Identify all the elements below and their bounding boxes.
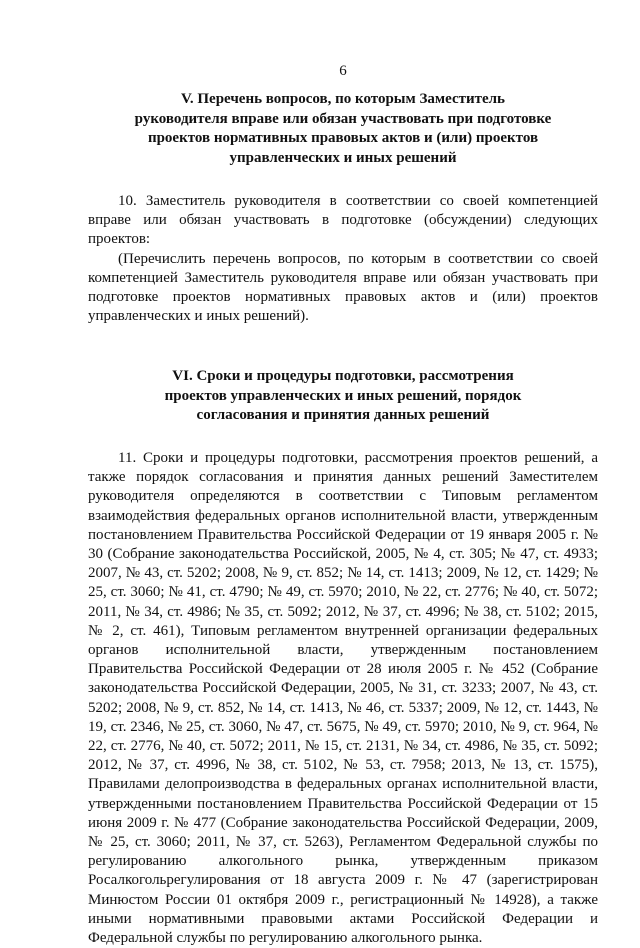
paragraph-10: 10. Заместитель руководителя в соответствии со своей компетенцией вправе или обязан участвовать в подготовке (обсуждении) следующих проектов: xyxy=(88,193,598,248)
section-5-title-line: V. Перечень вопросов, по которым Заместитель xyxy=(180,91,505,107)
spacer xyxy=(88,326,598,367)
page-number: 6 xyxy=(339,63,347,79)
paragraph-10-note: (Перечислить перечень вопросов, по которым в соответствии со своей компетенцией Заместитель руководителя вправе или обязан участвовать при подготовке проектов нормативных правовых актов и (или) проектов управленческих и иных решений). xyxy=(88,250,598,325)
spacer xyxy=(88,168,598,192)
section-5-title xyxy=(88,90,598,168)
section-5-title-line: управленческих и иных решений xyxy=(229,149,457,166)
section-6-title-line: проектов управленческих и иных решений, порядок xyxy=(164,387,522,404)
section-5-title-line: руководителя вправе или обязан участвовать при подготовке xyxy=(134,110,552,127)
section-6-title-line: VI. Сроки и процедуры подготовки, рассмотрения xyxy=(172,368,514,385)
section-5-title-line: проектов нормативных правовых актов и (или) проектов xyxy=(147,130,539,146)
paragraph-11: 11. Сроки и процедуры подготовки, рассмотрения проектов решений, а также порядок согласования и принятия данных решений Заместителем руководителя определяются в соответствии с Типовым регламентом взаимодействия федеральных органов исполнительной власти, утвержденным постановлением Правительства Российской Федерации от 19 января 2005 г. № 30 (Собрание законодательства Российской, 2005, № 4, ст. 305; № 47, ст. 4933; 2007, № 43, ст. 5202; 2008, № 9, ст. 852; № 14, ст. 1413; 2009, № 12, ст. 1429; № 25, ст. 3060; № 41, ст. 4790; № 49, ст. 5970; 2010, № 22, ст. 2776; № 40, ст. 5072; 2011, № 34, ст. 4986; № 35, ст. 5092; 2012, № 37, ст. 4996; № 38, ст. 5102; 2015, № 2, ст. 461), Типовым регламентом внутренней организации федеральных органов исполнительной власти, утвержденным постановлением Правительства Российской Федерации от 28 июля 2005 г. № 452 (Собрание законодательства Российской Федерации, 2005, № 31, ст. 3233; 2007, № 43, ст. 5202; 2008, № 9, ст. 852, № 14, ст. 1413, № 46, ст. 5337; 2009, № 12, ст. 1443, № 19, ст. 2346, № 25, ст. 3060, № 47, ст. 5675, № 49, ст. 5970; 2010, № 9, ст. 964, № 22, ст. 2776, № 40, ст. 5072; 2011, № 15, ст. 2131, № 34, ст. 4986, № 35, ст. 5092; 2012, № 37, ст. 4996, № 38, ст. 5102, № 53, ст. 7958; 2013, № 13, ст. 1575), Правилами делопроизводства в федеральных органах исполнительной власти, утвержденными постановлением Правительства Российской Федерации от 15 июня 2009 г. № 477 (Собрание законодательства Российской Федерации, 2009, № 25, ст. 3060; 2011, № 37, ст. 5263), Регламентом Федеральной службы по регулированию алкогольного рынка, утвержденным приказом Росалкогольрегулирования от 18 августа 2009 г. № 47 (зарегистрирован Минюстом России 01 октября 2009 г., регистрационный № 14928), а также иными нормативными правовыми актами Российской Федерации и Федеральной службы по регулированию алкогольного рынка. xyxy=(88,449,598,946)
section-6-title xyxy=(88,367,598,426)
section-6-title-line: согласования и принятия данных решений xyxy=(196,407,490,424)
spacer xyxy=(88,426,598,449)
